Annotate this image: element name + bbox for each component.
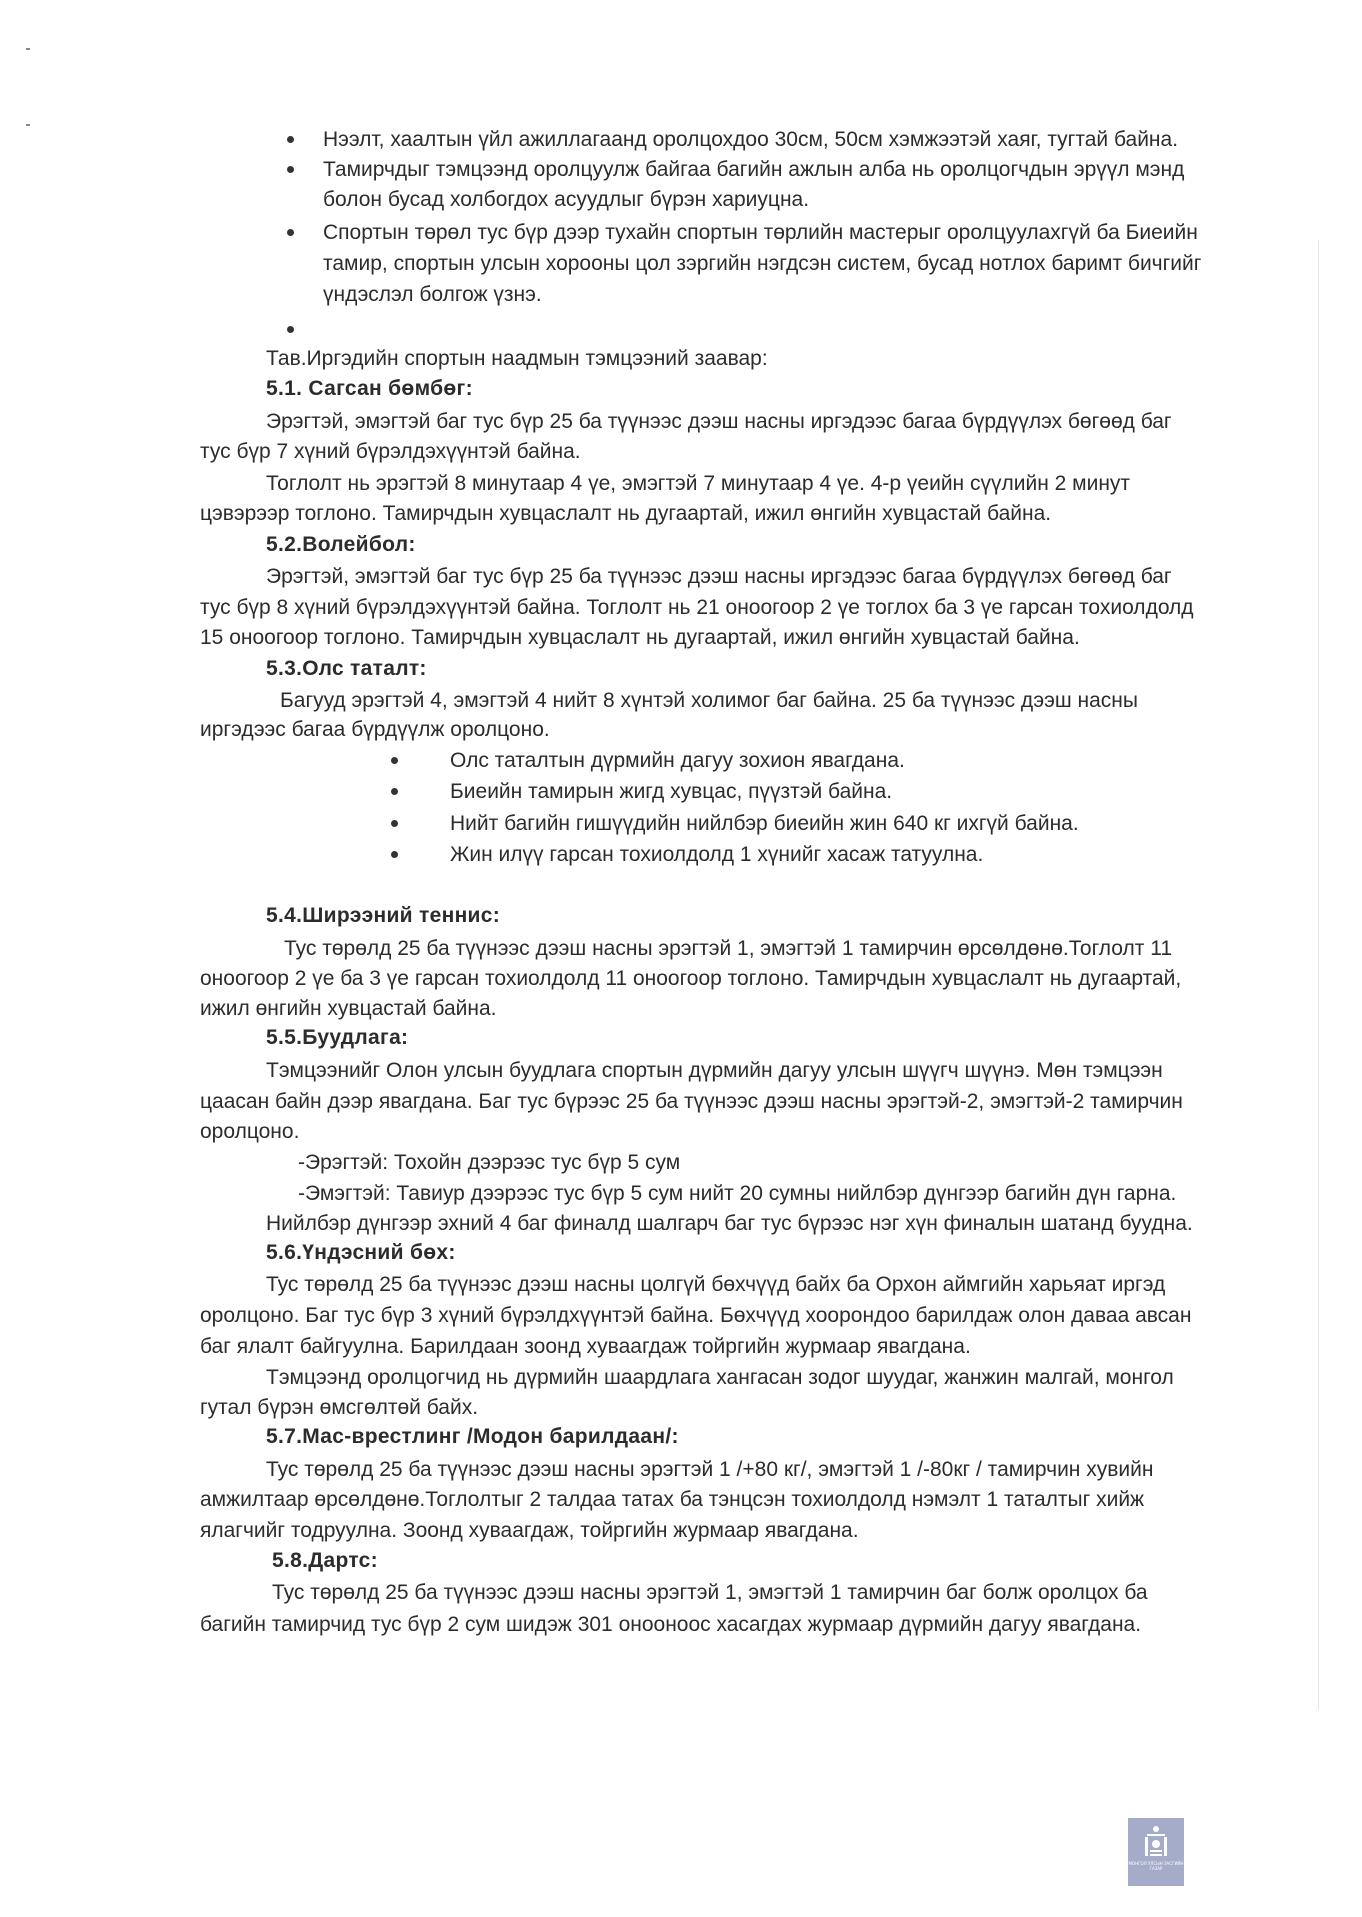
heading-5-4: 5.4.Ширээний теннис:: [266, 904, 501, 927]
paragraph-line: 15 оноогоор тоглоно. Тамирчдын хувцаслалт нь дугаартай, ижил өнгийн хувцастай байна.: [200, 626, 1080, 649]
bullet-text: Спортын төрөл тус бүр дээр тухайн спортын төрлийн мастерыг оролцуулахгүй ба Биеийн: [323, 221, 1198, 244]
heading-5-2: 5.2.Волейбол:: [266, 533, 416, 556]
heading-5-1: 5.1. Сагсан бөмбөг:: [266, 377, 473, 400]
paragraph-line: -Эмэгтэй: Тавиур дээрээс тус бүр 5 сум нийт 20 сумны нийлбэр дүнгээр багийн дүн гарна.: [298, 1182, 1177, 1205]
bullet-text-continued: болон бусад холбогдох асуудлыг бүрэн хариуцна.: [323, 188, 810, 211]
paragraph-line: Эрэгтэй, эмэгтэй баг тус бүр 25 ба түүнээс дээш насны иргэдээс багаа бүрдүүлэх бөгөөд баг: [266, 410, 1172, 433]
paragraph-line: Багууд эрэгтэй 4, эмэгтэй 4 нийт 8 хүнтэй холимог баг байна. 25 ба түүнээс дээш насны: [280, 689, 1138, 712]
paragraph-line: оролцоно. Баг тус бүр 3 хүний бүрэлдхүүнтэй байна. Бөхчүүд хоорондоо барилдаж олон даваа авсан: [200, 1304, 1192, 1327]
paragraph-line: Тус төрөлд 25 ба түүнээс дээш насны эрэгтэй 1, эмэгтэй 1 тамирчин өрсөлдөнө.Тоглолт 11: [284, 937, 1172, 960]
scan-mark: [26, 124, 30, 126]
paragraph-line: оролцоно.: [200, 1120, 300, 1143]
paragraph-line: иргэдээс багаа бүрдүүлж оролцоно.: [200, 718, 550, 741]
paragraph-line: Тэмцээнийг Олон улсын буудлага спортын дүрмийн дагуу улсын шүүгч шүүнэ. Мөн тэмцээн: [266, 1059, 1163, 1082]
paragraph-line: тус бүр 8 хүний бүрэлдэхүүнтэй байна. Тоглолт нь 21 оноогоор 2 үе тоглох ба 3 үе гарсан тохиолдолд: [200, 596, 1194, 619]
bullet-dot: [287, 166, 294, 173]
bullet-text: Нээлт, хаалтын үйл ажиллагаанд оролцохдоо 30см, 50см хэмжээтэй хаяг, тугтай байна.: [323, 128, 1179, 151]
bullet-text: Жин илүү гарсан тохиолдолд 1 хүнийг хасаж татуулна.: [450, 843, 984, 866]
bullet-dot: [391, 757, 398, 764]
paragraph-line: багийн тамирчид тус бүр 2 сум шидэж 301 оноонoос хасагдах журмаар дүрмийн дагуу явагдана.: [200, 1613, 1142, 1636]
heading-5-3: 5.3.Олс таталт:: [266, 657, 427, 680]
paragraph-line: оноогоор 2 үе ба 3 үе гарсан тохиолдолд 11 оноогоор тоглоно. Тамирчдын хувцаслалт нь дугаартай,: [200, 967, 1182, 990]
bullet-text: Нийт багийн гишүүдийн нийлбэр биеийн жин 640 кг ихгүй байна.: [450, 812, 1079, 835]
paragraph-line: -Эрэгтэй: Тохойн дээрээс тус бүр 5 сум: [298, 1151, 681, 1174]
bullet-dot: [391, 851, 398, 858]
paragraph-line: ялагчийг тодруулна. Зоонд хуваагдаж, тойргийн журмаар явагдана.: [200, 1519, 859, 1542]
heading-5-7: 5.7.Мас-врестлинг /Модон барилдаан/:: [266, 1425, 679, 1448]
heading-5-6: 5.6.Үндэсний бөх:: [266, 1241, 456, 1264]
paragraph-line: цэвэрээр тоглоно. Тамирчдын хувцаслалт нь дугаартай, ижил өнгийн хувцастай байна.: [200, 502, 1052, 525]
bullet-dot: [391, 820, 398, 827]
scan-edge-line: [1318, 240, 1319, 1710]
paragraph-line: цаасан байн дээр явагдана. Баг тус бүрээс 25 ба түүнээс дээш насны эрэгтэй-2, эмэгтэй-2 тамирчин: [200, 1090, 1183, 1113]
government-emblem-stamp: [1128, 1818, 1184, 1886]
bullet-dot-empty: [287, 326, 294, 333]
bullet-text-continued: үндэслэл болгож үзнэ.: [323, 283, 542, 306]
bullet-dot: [287, 136, 294, 143]
paragraph-line: амжилтаар өрсөлдөнө.Тоглолтыг 2 талдаа татах ба тэнцсэн тохиолдолд нэмэлт 1 таталтыг хийж: [200, 1488, 1145, 1511]
scan-mark: [26, 48, 30, 50]
section-intro: Тав.Иргэдийн спортын наадмын тэмцээний заавар:: [266, 347, 768, 370]
heading-5-8: 5.8.Дартс:: [272, 1549, 378, 1572]
paragraph-line: Эрэгтэй, эмэгтэй баг тус бүр 25 ба түүнээс дээш насны иргэдээс багаа бүрдүүлэх бөгөөд баг: [266, 565, 1172, 588]
paragraph-line: Тус төрөлд 25 ба түүнээс дээш насны эрэгтэй 1 /+80 кг/, эмэгтэй 1 /-80кг / тамирчин хувийн: [266, 1458, 1154, 1481]
bullet-dot: [391, 788, 398, 795]
paragraph-line: тус бүр 7 хүний бүрэлдэхүүнтэй байна.: [200, 440, 581, 463]
paragraph-line: ижил өнгийн хувцастай байна.: [200, 997, 497, 1020]
bullet-text-continued: тамир, спортын улсын хорооны цол зэргийн нэгдсэн систем, бусад нотлох баримт бичгийг: [323, 252, 1202, 275]
paragraph-line: Нийлбэр дүнгээр эхний 4 баг финалд шалгарч баг тус бүрээс нэг хүн финалын шатанд буудна.: [266, 1212, 1193, 1235]
paragraph-line: Тоглолт нь эрэгтэй 8 минутаар 4 үе, эмэгтэй 7 минутаар 4 үе. 4-р үеийн сүүлийн 2 минут: [266, 472, 1131, 495]
bullet-text: Тамирчдыг тэмцээнд оролцуулж байгаа багийн ажлын алба нь оролцогчдын эрүүл мэнд: [323, 158, 1185, 181]
heading-5-5: 5.5.Буудлага:: [266, 1026, 409, 1049]
paragraph-line: баг ялалт байгуулна. Барилдаан зоонд хуваагдаж тойргийн журмаар явагдана.: [200, 1335, 971, 1358]
bullet-text: Биеийн тамирын жигд хувцас, пүүзтэй байна.: [450, 780, 893, 803]
paragraph-line: Тус төрөлд 25 ба түүнээс дээш насны цолгүй бөхчүүд байх ба Орхон аймгийн харьяат иргэд: [266, 1273, 1166, 1296]
soyombo-icon: [1141, 1824, 1171, 1858]
paragraph-line: Тус төрөлд 25 ба түүнээс дээш насны эрэгтэй 1, эмэгтэй 1 тамирчин баг болж оролцох ба: [272, 1581, 1148, 1604]
paragraph-line: Тэмцээнд оролцогчид нь дүрмийн шаардлага хангасан зодог шуудаг, жанжин малгай, монгол: [266, 1366, 1174, 1389]
paragraph-line: гутал бүрэн өмсгөлтөй байх.: [200, 1396, 479, 1419]
bullet-dot: [287, 229, 294, 236]
stamp-text: МОНГОЛ УЛСЫН ЗАСГИЙН ГАЗАР: [1128, 1861, 1184, 1871]
bullet-text: Олс таталтын дүрмийн дагуу зохион явагдана.: [450, 749, 905, 772]
